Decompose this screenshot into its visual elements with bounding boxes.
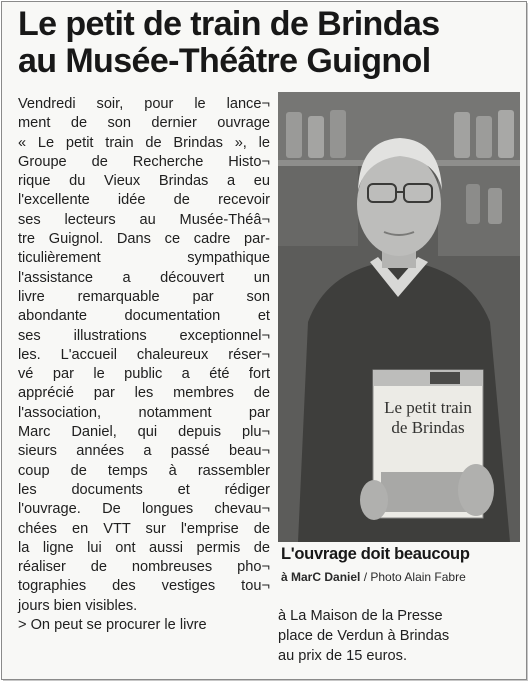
- headline-line-1: Le petit de train de Brindas: [18, 5, 440, 43]
- body-line: ses lecteurs au Musée-Théâ¬: [18, 211, 270, 228]
- article-body-column: [18, 95, 270, 635]
- body-line: coup de temps à rassembler: [18, 462, 270, 479]
- continued-line: place de Verdun à Brindas: [278, 628, 450, 644]
- body-line: ment de son dernier ouvrage: [18, 115, 270, 132]
- article-photo: [278, 92, 520, 542]
- body-line: la ligne lui ont aussi permis de: [18, 539, 270, 556]
- body-line: Marc Daniel, qui depuis plu¬: [18, 424, 270, 441]
- body-line: les. L'accueil chaleureux réser¬: [18, 346, 270, 363]
- body-line: tographies des vestiges tou¬: [18, 578, 270, 595]
- body-line: chées en VTT sur l'emprise de: [18, 520, 270, 537]
- body-line: sieurs années a passé beau¬: [18, 443, 270, 460]
- body-line: l'association, notamment par: [18, 404, 270, 421]
- body-line: apprécié par les membres de: [18, 385, 270, 402]
- caption-prefix: à MarC Daniel: [281, 570, 361, 584]
- body-line: Vendredi soir, pour le lance¬: [18, 96, 270, 112]
- continued-line: à La Maison de la Presse: [278, 608, 443, 624]
- body-line: ticulièrement sympathique: [18, 250, 270, 267]
- body-line: tre Guignol. Dans ce cadre par-: [18, 231, 270, 248]
- body-line: Groupe de Recherche Histo¬: [18, 153, 270, 170]
- body-line: ses illustrations exceptionnel¬: [18, 327, 270, 344]
- photo-caption-credit: [281, 570, 466, 584]
- headline-line-2: au Musée-Théâtre Guignol: [18, 42, 431, 80]
- photo-caption-title: L'ouvrage doit beaucoup: [281, 545, 470, 563]
- body-line: l'excellente idée de recevoir: [18, 192, 270, 209]
- book-title-line-2: de Brindas: [391, 418, 465, 437]
- article-headline: [18, 6, 518, 80]
- article-continued-column: [278, 606, 514, 666]
- body-line: les documents et rédiger: [18, 481, 270, 498]
- body-line: l'assistance a découvert un: [18, 269, 270, 286]
- caption-photo-credit: / Photo Alain Fabre: [360, 570, 466, 584]
- body-line: > On peut se procurer le livre: [18, 617, 207, 634]
- continued-line: au prix de 15 euros.: [278, 648, 407, 664]
- body-line: livre remarquable par son: [18, 288, 270, 305]
- body-line: rique du Vieux Brindas a eu: [18, 173, 270, 190]
- body-line: « Le petit train de Brindas », le: [18, 134, 270, 151]
- book-title-line-1: Le petit train: [384, 398, 472, 417]
- body-line: vé par le public a été fort: [18, 366, 270, 383]
- body-line: réaliser de nombreuses pho¬: [18, 559, 270, 576]
- body-line: jours bien visibles.: [18, 597, 138, 614]
- body-line: l'ouvrage. De longues chevau¬: [18, 501, 270, 518]
- body-line: abondante documentation et: [18, 308, 270, 325]
- photo-illustration: [278, 92, 520, 542]
